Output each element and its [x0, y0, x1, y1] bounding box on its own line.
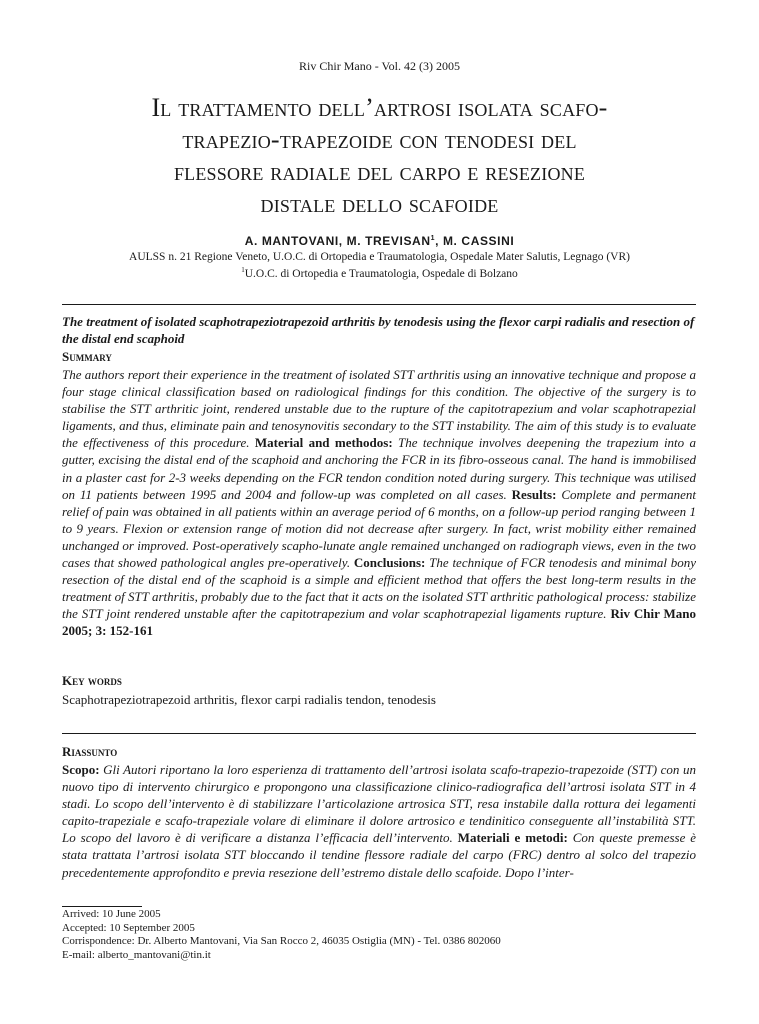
arrived-date: Arrived: 10 June 2005: [62, 908, 161, 920]
english-title: The treatment of isolated scaphotrapeziotrapezoid arthritis by tenodesis using the flexor carpi radialis and resection of the distal end scaphoid: [62, 314, 695, 346]
correspondence-address: Corrispondence: Dr. Alberto Mantovani, Via San Rocco 2, 46035 Ostiglia (MN) - Tel. 0386 802060: [62, 935, 501, 947]
affiliation-primary: AULSS n. 21 Regione Veneto, U.O.C. di Ortopedia e Traumatologia, Ospedale Mater Salutis, Legnago (VR): [129, 251, 630, 263]
affiliation-text: U.O.C. di Ortopedia e Traumatologia, Ospedale di Bolzano: [244, 267, 518, 280]
methods-label: Material and methodos:: [254, 435, 393, 451]
author-list: [0, 234, 759, 248]
footnote-divider: [62, 906, 142, 907]
riassunto-heading: Riassunto: [62, 744, 118, 759]
email-address: E-mail: alberto_mantovani@tin.it: [62, 948, 211, 961]
title-line: Il trattamento dell’artrosi isolata scafo-: [151, 93, 608, 122]
riassunto-scopo: Gli Autori riportano la loro esperienza di trattamento dell’artrosi isolata scafo-trapezio-trapezoide (STT) con un nuovo tipo di intervento chirurgico e propongono una classificazione clinico-radiografica dell’artrosi isolata STT in 4 stadi. Lo scopo dell’intervento è di stabilizzare l’articolazione artrosica STT, resa instabile dalla rottura dei legamenti capito-trapeziale e scafo-trapeziale volare di eliminare il dolore artrosico e tendinitico conseguente all’instabilità STT. Lo scopo del lavoro è di verificare a distanza l’efficacia dell’intervento.: [62, 762, 696, 846]
riassunto-body: [62, 761, 696, 881]
keywords-text: Scaphotrapeziotrapezoid arthritis, flexor carpi radialis tendon, tenodesis: [62, 692, 436, 707]
summary-heading: Summary: [62, 349, 112, 364]
summary-results: Complete and permanent relief of pain was obtained in all patients within an average period of 6 months, on a follow-up period ranging between 1 to 9 years. Flexion or extension range of motion did not decrease after surgery. In fact, wrist mobility either remained unchanged or improved. Post-operatively scapho-lunate angle remained unchanged on radiograph views, even in the two cases that showed pathological angles pre-operatively.: [62, 486, 696, 571]
article-title: [60, 92, 699, 220]
citation: Riv Chir Mano 2005; 3: 152-161: [62, 606, 697, 639]
title-line: trapezio-trapezoide con tenodesi del: [182, 125, 577, 154]
keywords-heading: Key words: [62, 673, 122, 688]
summary-methods: The technique involves deepening the trapezium into a gutter, excising the distal end of the scaphoid and anchoring the FCR in its fibro-osseous canal. The hand is immobilised in a plaster cast for 2-3 weeks depending on the FCR tendon condition noted during surgery. This technique was utilised on 11 patients between 1995 and 2004 and follow-up was completed on all cases.: [62, 435, 697, 502]
accepted-date: Accepted: 10 September 2005: [62, 921, 195, 934]
results-label: Results:: [511, 486, 557, 502]
title-line: distale dello scafoide: [260, 189, 499, 218]
summary-body: [62, 366, 696, 640]
author-names-rest: , M. CASSINI: [435, 234, 515, 248]
scopo-label: Scopo:: [62, 762, 100, 777]
title-line: flessore radiale del carpo e resezione: [173, 157, 586, 186]
summary-intro: The authors report their experience in the treatment of isolated STT arthritis using an innovative technique and propose a four stage clinical classification based on radiological findings for this condition. The objective of the surgery is to stabilise the STT arthritic joint, rendered unstable due to the rupture of the capitotrapezium and volar scaphotrapezial ligaments, and thus, eliminate pain and tenosynovitis secondary to the STT instability. The aim of this study is to evaluate the effectiveness of this procedure.: [62, 367, 696, 451]
section-divider: [62, 733, 696, 734]
header-divider: [62, 304, 696, 305]
author-affil-marker: 1: [430, 235, 436, 242]
riassunto-metodi: Con queste premesse è stata trattata l’artrosi isolata STT bloccando il tendine flessore radiale del carpo (FRC) dentro al solco del trapezio precedentemente approfondito e previa resezione dell’estremo distale dello scafoide. Dopo l’inter-: [62, 830, 697, 880]
affiliation-marker: 1: [241, 266, 245, 274]
footnotes: [62, 908, 696, 962]
metodi-label: Materiali e metodi:: [457, 830, 568, 846]
summary-conclusions: The technique of FCR tenodesis and minimal bony resection of the distal end of the scaphoid is a simple and efficient method that offers the best long-term results in the treatment of STT arthritis, probably due to the fact that it acts on the isolated STT arthritic pathological process: stabilize the STT joint rendered unstable after the capitotrapezium and volar scaphotrapezial ligaments rupture.: [62, 555, 697, 622]
affiliation-secondary: [0, 266, 759, 280]
conclusions-label: Conclusions:: [353, 555, 426, 571]
running-head: Riv Chir Mano - Vol. 42 (3) 2005: [299, 59, 460, 73]
author-names: A. MANTOVANI, M. TREVISAN: [244, 234, 431, 248]
